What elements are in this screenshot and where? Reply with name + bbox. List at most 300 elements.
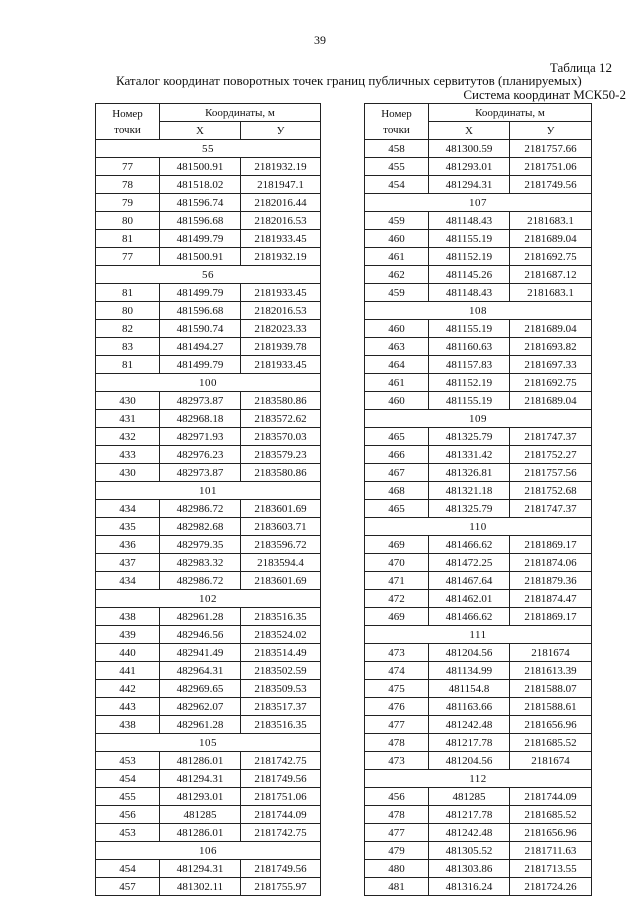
x-coordinate-cell: 482969.65 <box>160 680 241 698</box>
point-number-cell: 454 <box>96 770 160 788</box>
servitude-number: 112 <box>365 770 592 788</box>
table-row <box>365 788 592 806</box>
point-number-cell: 463 <box>365 338 429 356</box>
y-coordinate-cell: 2181674 <box>510 644 592 662</box>
y-coordinate-cell: 2181683.1 <box>510 284 592 302</box>
table-row <box>96 410 321 428</box>
coordinate-system: Система координат МСК50-2 <box>463 87 626 102</box>
table-row <box>96 356 321 374</box>
x-coordinate-cell: 481325.79 <box>429 500 510 518</box>
header-point-number: Номер точки <box>96 104 160 140</box>
table-row <box>365 140 592 158</box>
x-coordinate-cell: 481596.74 <box>160 194 241 212</box>
x-coordinate-cell: 481154.8 <box>429 680 510 698</box>
x-coordinate-cell: 481152.19 <box>429 374 510 392</box>
y-coordinate-cell: 2181749.56 <box>241 860 321 878</box>
point-number-cell: 433 <box>96 446 160 464</box>
y-coordinate-cell: 2181685.52 <box>510 734 592 752</box>
table-row <box>96 698 321 716</box>
table-row <box>96 176 321 194</box>
x-coordinate-cell: 481163.66 <box>429 698 510 716</box>
point-number-cell: 477 <box>365 824 429 842</box>
table-row <box>365 392 592 410</box>
y-coordinate-cell: 2183502.59 <box>241 662 321 680</box>
x-coordinate-cell: 482968.18 <box>160 410 241 428</box>
point-number-cell: 78 <box>96 176 160 194</box>
x-coordinate-cell: 481217.78 <box>429 806 510 824</box>
point-number-cell: 81 <box>96 230 160 248</box>
y-coordinate-cell: 2183594.4 <box>241 554 321 572</box>
table-row <box>365 734 592 752</box>
x-coordinate-cell: 481294.31 <box>160 860 241 878</box>
table-row <box>365 176 592 194</box>
table-row <box>365 572 592 590</box>
x-coordinate-cell: 482971.93 <box>160 428 241 446</box>
x-coordinate-cell: 481294.31 <box>160 770 241 788</box>
servitude-number: 100 <box>96 374 321 392</box>
point-number-cell: 470 <box>365 554 429 572</box>
y-coordinate-cell: 2183596.72 <box>241 536 321 554</box>
x-coordinate-cell: 481152.19 <box>429 248 510 266</box>
servitude-number: 107 <box>365 194 592 212</box>
point-number-cell: 464 <box>365 356 429 374</box>
point-number-cell: 440 <box>96 644 160 662</box>
x-coordinate-cell: 481286.01 <box>160 752 241 770</box>
x-coordinate-cell: 481499.79 <box>160 284 241 302</box>
group-row <box>365 770 592 788</box>
x-coordinate-cell: 482964.31 <box>160 662 241 680</box>
x-coordinate-cell: 481472.25 <box>429 554 510 572</box>
y-coordinate-cell: 2181724.26 <box>510 878 592 896</box>
x-coordinate-cell: 481462.01 <box>429 590 510 608</box>
point-number-cell: 465 <box>365 500 429 518</box>
x-coordinate-cell: 482982.68 <box>160 518 241 536</box>
table-row <box>365 590 592 608</box>
table-row <box>96 554 321 572</box>
group-row <box>96 140 321 158</box>
table-row <box>365 356 592 374</box>
point-number-cell: 475 <box>365 680 429 698</box>
point-number-cell: 83 <box>96 338 160 356</box>
y-coordinate-cell: 2181692.75 <box>510 374 592 392</box>
point-number-cell: 469 <box>365 536 429 554</box>
point-number-cell: 459 <box>365 284 429 302</box>
x-coordinate-cell: 481157.83 <box>429 356 510 374</box>
table-row <box>365 860 592 878</box>
y-coordinate-cell: 2181674 <box>510 752 592 770</box>
y-coordinate-cell: 2182023.33 <box>241 320 321 338</box>
y-coordinate-cell: 2181869.17 <box>510 536 592 554</box>
point-number-cell: 479 <box>365 842 429 860</box>
table-row <box>365 248 592 266</box>
y-coordinate-cell: 2183517.37 <box>241 698 321 716</box>
x-coordinate-cell: 481518.02 <box>160 176 241 194</box>
table-row <box>96 302 321 320</box>
table-row <box>365 608 592 626</box>
x-coordinate-cell: 481494.27 <box>160 338 241 356</box>
table-row <box>96 500 321 518</box>
table-row <box>96 212 321 230</box>
point-number-cell: 443 <box>96 698 160 716</box>
point-number-cell: 453 <box>96 752 160 770</box>
y-coordinate-cell: 2181687.12 <box>510 266 592 284</box>
table-row <box>96 338 321 356</box>
table-row <box>96 446 321 464</box>
point-number-cell: 462 <box>365 266 429 284</box>
table-row <box>96 230 321 248</box>
table-row <box>365 266 592 284</box>
x-coordinate-cell: 482961.28 <box>160 608 241 626</box>
y-coordinate-cell: 2181932.19 <box>241 158 321 176</box>
y-coordinate-cell: 2181757.56 <box>510 464 592 482</box>
servitude-number: 105 <box>96 734 321 752</box>
table-row <box>365 878 592 896</box>
x-coordinate-cell: 481596.68 <box>160 212 241 230</box>
x-coordinate-cell: 481286.01 <box>160 824 241 842</box>
table-row <box>365 158 592 176</box>
y-coordinate-cell: 2181869.17 <box>510 608 592 626</box>
point-number-cell: 430 <box>96 392 160 410</box>
point-number-cell: 477 <box>365 716 429 734</box>
point-number-cell: 478 <box>365 734 429 752</box>
table-row <box>96 572 321 590</box>
point-number-cell: 438 <box>96 716 160 734</box>
x-coordinate-cell: 481499.79 <box>160 356 241 374</box>
group-row <box>96 590 321 608</box>
x-coordinate-cell: 482986.72 <box>160 500 241 518</box>
y-coordinate-cell: 2182016.53 <box>241 302 321 320</box>
y-coordinate-cell: 2181689.04 <box>510 320 592 338</box>
y-coordinate-cell: 2181683.1 <box>510 212 592 230</box>
point-number-cell: 77 <box>96 158 160 176</box>
point-number-cell: 435 <box>96 518 160 536</box>
table-row <box>96 428 321 446</box>
servitude-number: 102 <box>96 590 321 608</box>
x-coordinate-cell: 481466.62 <box>429 536 510 554</box>
x-coordinate-cell: 481590.74 <box>160 320 241 338</box>
point-number-cell: 473 <box>365 752 429 770</box>
point-number-cell: 459 <box>365 212 429 230</box>
table-row <box>96 752 321 770</box>
group-row <box>365 518 592 536</box>
x-coordinate-cell: 481285 <box>160 806 241 824</box>
header-coordinates: Координаты, м <box>160 104 321 122</box>
y-coordinate-cell: 2181689.04 <box>510 392 592 410</box>
table-row <box>365 698 592 716</box>
point-number-cell: 465 <box>365 428 429 446</box>
table-row <box>365 212 592 230</box>
y-coordinate-cell: 2181947.1 <box>241 176 321 194</box>
point-number-cell: 81 <box>96 356 160 374</box>
x-coordinate-cell: 481300.59 <box>429 140 510 158</box>
y-coordinate-cell: 2181874.47 <box>510 590 592 608</box>
table-row <box>96 194 321 212</box>
y-coordinate-cell: 2181744.09 <box>241 806 321 824</box>
x-coordinate-cell: 481500.91 <box>160 248 241 266</box>
y-coordinate-cell: 2181656.96 <box>510 716 592 734</box>
y-coordinate-cell: 2181933.45 <box>241 284 321 302</box>
x-coordinate-cell: 482961.28 <box>160 716 241 734</box>
servitude-number: 111 <box>365 626 592 644</box>
point-number-cell: 469 <box>365 608 429 626</box>
y-coordinate-cell: 2183579.23 <box>241 446 321 464</box>
page-number: 39 <box>314 33 326 47</box>
header-x: X <box>429 122 510 140</box>
x-coordinate-cell: 481499.79 <box>160 230 241 248</box>
group-row <box>365 626 592 644</box>
x-coordinate-cell: 481285 <box>429 788 510 806</box>
point-number-cell: 481 <box>365 878 429 896</box>
x-coordinate-cell: 481302.11 <box>160 878 241 896</box>
point-number-cell: 460 <box>365 230 429 248</box>
header-coordinates: Координаты, м <box>429 104 592 122</box>
y-coordinate-cell: 2182016.44 <box>241 194 321 212</box>
coordinates-table-left <box>95 103 321 896</box>
header-point-number: Номер точки <box>365 104 429 140</box>
table-row <box>96 626 321 644</box>
point-number-cell: 442 <box>96 680 160 698</box>
point-number-cell: 456 <box>365 788 429 806</box>
point-number-cell: 455 <box>365 158 429 176</box>
point-number-cell: 455 <box>96 788 160 806</box>
point-number-cell: 437 <box>96 554 160 572</box>
y-coordinate-cell: 2183516.35 <box>241 716 321 734</box>
y-coordinate-cell: 2181751.06 <box>510 158 592 176</box>
table-row <box>96 770 321 788</box>
y-coordinate-cell: 2181874.06 <box>510 554 592 572</box>
x-coordinate-cell: 481596.68 <box>160 302 241 320</box>
table-row <box>365 482 592 500</box>
x-coordinate-cell: 481155.19 <box>429 230 510 248</box>
x-coordinate-cell: 481134.99 <box>429 662 510 680</box>
y-coordinate-cell: 2182016.53 <box>241 212 321 230</box>
x-coordinate-cell: 482973.87 <box>160 464 241 482</box>
y-coordinate-cell: 2181752.27 <box>510 446 592 464</box>
servitude-number: 106 <box>96 842 321 860</box>
x-coordinate-cell: 482976.23 <box>160 446 241 464</box>
point-number-cell: 468 <box>365 482 429 500</box>
table-row <box>365 536 592 554</box>
y-coordinate-cell: 2181933.45 <box>241 356 321 374</box>
y-coordinate-cell: 2181588.61 <box>510 698 592 716</box>
table-row <box>96 608 321 626</box>
x-coordinate-cell: 481325.79 <box>429 428 510 446</box>
point-number-cell: 472 <box>365 590 429 608</box>
table-row <box>96 392 321 410</box>
x-coordinate-cell: 481160.63 <box>429 338 510 356</box>
x-coordinate-cell: 481326.81 <box>429 464 510 482</box>
y-coordinate-cell: 2183524.02 <box>241 626 321 644</box>
header-x: X <box>160 122 241 140</box>
group-row <box>365 194 592 212</box>
x-coordinate-cell: 481145.26 <box>429 266 510 284</box>
table-row <box>365 842 592 860</box>
table-row <box>365 554 592 572</box>
x-coordinate-cell: 481331.42 <box>429 446 510 464</box>
x-coordinate-cell: 481155.19 <box>429 320 510 338</box>
y-coordinate-cell: 2183580.86 <box>241 392 321 410</box>
point-number-cell: 460 <box>365 320 429 338</box>
header-y: У <box>510 122 592 140</box>
x-coordinate-cell: 481500.91 <box>160 158 241 176</box>
servitude-number: 110 <box>365 518 592 536</box>
table-row <box>365 320 592 338</box>
x-coordinate-cell: 481303.86 <box>429 860 510 878</box>
table-row <box>96 248 321 266</box>
y-coordinate-cell: 2181656.96 <box>510 824 592 842</box>
y-coordinate-cell: 2181742.75 <box>241 752 321 770</box>
table-row <box>96 518 321 536</box>
table-row <box>365 464 592 482</box>
y-coordinate-cell: 2183570.03 <box>241 428 321 446</box>
y-coordinate-cell: 2181755.97 <box>241 878 321 896</box>
y-coordinate-cell: 2181752.68 <box>510 482 592 500</box>
point-number-cell: 77 <box>96 248 160 266</box>
table-row <box>365 824 592 842</box>
table-row <box>96 284 321 302</box>
y-coordinate-cell: 2181749.56 <box>241 770 321 788</box>
y-coordinate-cell: 2181751.06 <box>241 788 321 806</box>
coordinates-table-right <box>364 103 592 896</box>
point-number-cell: 471 <box>365 572 429 590</box>
group-row <box>96 482 321 500</box>
table-number: Таблица 12 <box>549 60 612 75</box>
group-row <box>365 302 592 320</box>
y-coordinate-cell: 2181692.75 <box>510 248 592 266</box>
x-coordinate-cell: 481217.78 <box>429 734 510 752</box>
table-row <box>365 662 592 680</box>
table-row <box>96 536 321 554</box>
table-row <box>96 878 321 896</box>
y-coordinate-cell: 2181879.36 <box>510 572 592 590</box>
table-row <box>365 806 592 824</box>
point-number-cell: 432 <box>96 428 160 446</box>
y-coordinate-cell: 2181747.37 <box>510 500 592 518</box>
y-coordinate-cell: 2183509.53 <box>241 680 321 698</box>
x-coordinate-cell: 481148.43 <box>429 212 510 230</box>
servitude-number: 56 <box>96 266 321 284</box>
x-coordinate-cell: 481293.01 <box>160 788 241 806</box>
table-row <box>365 338 592 356</box>
x-coordinate-cell: 481155.19 <box>429 392 510 410</box>
point-number-cell: 441 <box>96 662 160 680</box>
x-coordinate-cell: 482983.32 <box>160 554 241 572</box>
point-number-cell: 454 <box>365 176 429 194</box>
group-row <box>96 266 321 284</box>
table-row <box>96 320 321 338</box>
table-row <box>96 644 321 662</box>
y-coordinate-cell: 2183514.49 <box>241 644 321 662</box>
x-coordinate-cell: 481242.48 <box>429 716 510 734</box>
x-coordinate-cell: 481466.62 <box>429 608 510 626</box>
x-coordinate-cell: 481467.64 <box>429 572 510 590</box>
y-coordinate-cell: 2181588.07 <box>510 680 592 698</box>
y-coordinate-cell: 2181713.55 <box>510 860 592 878</box>
y-coordinate-cell: 2181697.33 <box>510 356 592 374</box>
table-row <box>365 284 592 302</box>
y-coordinate-cell: 2181742.75 <box>241 824 321 842</box>
point-number-cell: 473 <box>365 644 429 662</box>
servitude-number: 109 <box>365 410 592 428</box>
x-coordinate-cell: 482946.56 <box>160 626 241 644</box>
point-number-cell: 461 <box>365 374 429 392</box>
point-number-cell: 458 <box>365 140 429 158</box>
table-row <box>96 662 321 680</box>
table-row <box>365 500 592 518</box>
y-coordinate-cell: 2183580.86 <box>241 464 321 482</box>
point-number-cell: 80 <box>96 302 160 320</box>
table-row <box>365 374 592 392</box>
y-coordinate-cell: 2181685.52 <box>510 806 592 824</box>
point-number-cell: 80 <box>96 212 160 230</box>
y-coordinate-cell: 2181749.56 <box>510 176 592 194</box>
x-coordinate-cell: 481293.01 <box>429 158 510 176</box>
y-coordinate-cell: 2181744.09 <box>510 788 592 806</box>
table-caption: Каталог координат поворотных точек границ публичных сервитутов (планируемых) <box>116 73 582 88</box>
x-coordinate-cell: 481242.48 <box>429 824 510 842</box>
point-number-cell: 81 <box>96 284 160 302</box>
group-row <box>365 410 592 428</box>
x-coordinate-cell: 482941.49 <box>160 644 241 662</box>
table-row <box>365 680 592 698</box>
table-row <box>365 716 592 734</box>
point-number-cell: 453 <box>96 824 160 842</box>
y-coordinate-cell: 2181747.37 <box>510 428 592 446</box>
table-row <box>96 464 321 482</box>
point-number-cell: 439 <box>96 626 160 644</box>
table-row <box>96 788 321 806</box>
x-coordinate-cell: 482979.35 <box>160 536 241 554</box>
point-number-cell: 467 <box>365 464 429 482</box>
point-number-cell: 438 <box>96 608 160 626</box>
y-coordinate-cell: 2183516.35 <box>241 608 321 626</box>
y-coordinate-cell: 2181933.45 <box>241 230 321 248</box>
table-row <box>96 680 321 698</box>
point-number-cell: 434 <box>96 572 160 590</box>
y-coordinate-cell: 2183601.69 <box>241 500 321 518</box>
y-coordinate-cell: 2181711.63 <box>510 842 592 860</box>
y-coordinate-cell: 2181757.66 <box>510 140 592 158</box>
table-row <box>96 806 321 824</box>
y-coordinate-cell: 2183601.69 <box>241 572 321 590</box>
table-row <box>365 428 592 446</box>
point-number-cell: 430 <box>96 464 160 482</box>
table-row <box>96 860 321 878</box>
point-number-cell: 461 <box>365 248 429 266</box>
servitude-number: 101 <box>96 482 321 500</box>
y-coordinate-cell: 2181613.39 <box>510 662 592 680</box>
x-coordinate-cell: 482986.72 <box>160 572 241 590</box>
table-row <box>365 230 592 248</box>
table-row <box>96 716 321 734</box>
header-y: У <box>241 122 321 140</box>
y-coordinate-cell: 2181693.82 <box>510 338 592 356</box>
point-number-cell: 460 <box>365 392 429 410</box>
point-number-cell: 476 <box>365 698 429 716</box>
point-number-cell: 82 <box>96 320 160 338</box>
table-row <box>365 752 592 770</box>
point-number-cell: 480 <box>365 860 429 878</box>
y-coordinate-cell: 2181932.19 <box>241 248 321 266</box>
table-row <box>365 644 592 662</box>
group-row <box>96 734 321 752</box>
x-coordinate-cell: 481321.18 <box>429 482 510 500</box>
point-number-cell: 474 <box>365 662 429 680</box>
point-number-cell: 79 <box>96 194 160 212</box>
x-coordinate-cell: 481204.56 <box>429 644 510 662</box>
x-coordinate-cell: 482962.07 <box>160 698 241 716</box>
point-number-cell: 436 <box>96 536 160 554</box>
